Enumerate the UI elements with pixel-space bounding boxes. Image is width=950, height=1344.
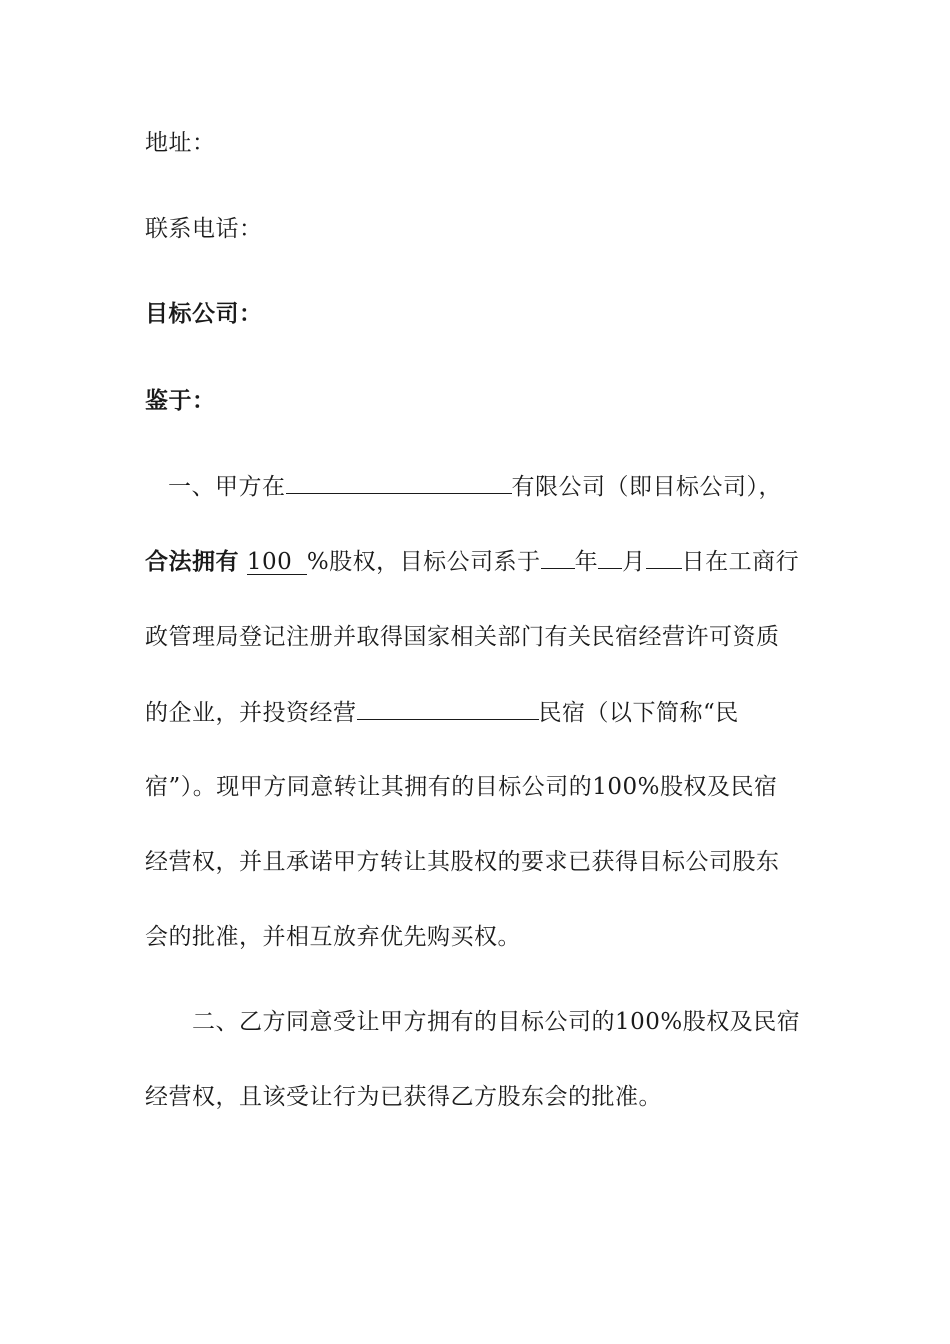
share-percent-value: 100 xyxy=(247,550,307,575)
month-label: 月 xyxy=(622,549,646,575)
clause1-line5: 宿”）。现甲方同意转让其拥有的目标公司的100%股权及民宿 xyxy=(145,774,778,800)
phone-label: 联系电话： xyxy=(145,216,263,242)
whereas-label: 鉴于： xyxy=(145,387,216,414)
clause1-line4-suffix: 民宿（以下简称“民 xyxy=(538,700,739,726)
clause1-line2-after-percent: %股权，目标公司系于 xyxy=(306,549,541,575)
year-label: 年 xyxy=(574,549,599,575)
clause1-line2 xyxy=(145,546,799,577)
clause1-line1-suffix: 有限公司（即目标公司）， xyxy=(511,474,782,500)
day-suffix: 日在工商行 xyxy=(681,549,800,575)
clause1-line6: 经营权，并且承诺甲方转让其股权的要求已获得目标公司股东 xyxy=(145,849,780,875)
address-label: 地址： xyxy=(145,130,216,156)
clause1-line2-prefix: 合法拥有 xyxy=(145,548,239,575)
homestay-name-blank xyxy=(357,697,539,720)
clause1-line1-prefix: 一、甲方在 xyxy=(168,474,286,500)
company-name-blank xyxy=(286,471,512,494)
clause1-line1 xyxy=(168,471,782,502)
clause1-line7: 会的批准，并相互放弃优先购买权。 xyxy=(145,924,521,950)
clause1-line3: 政管理局登记注册并取得国家相关部门有关民宿经营许可资质 xyxy=(145,624,780,650)
target-company-label: 目标公司： xyxy=(145,300,263,327)
clause2-line2: 经营权，且该受让行为已获得乙方股东会的批准。 xyxy=(145,1084,662,1110)
clause2-line1: 二、乙方同意受让甲方拥有的目标公司的100%股权及民宿 xyxy=(192,1009,801,1035)
clause1-line4-prefix: 的企业，并投资经营 xyxy=(145,700,357,726)
year-blank xyxy=(541,546,575,569)
day-blank xyxy=(646,546,682,569)
month-blank xyxy=(598,546,622,569)
clause1-line4 xyxy=(145,697,739,728)
